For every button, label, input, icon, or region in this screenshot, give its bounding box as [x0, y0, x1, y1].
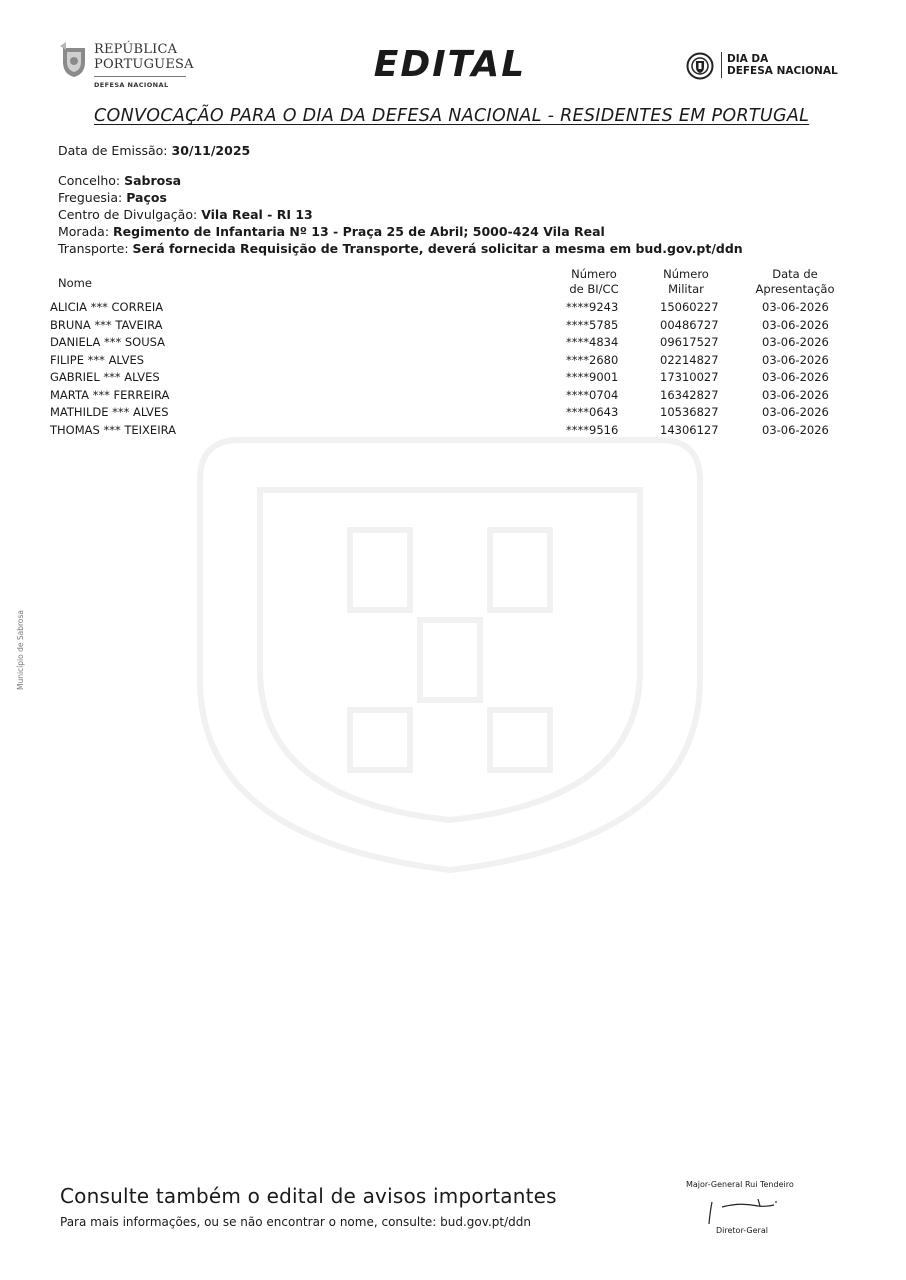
table-row: [50, 353, 850, 370]
cell-nome: THOMAS *** TEIXEIRA: [50, 422, 176, 437]
cell-militar: 00486727: [660, 317, 719, 332]
document-title: EDITAL: [373, 44, 527, 85]
concelho-row: [58, 173, 181, 188]
header-militar-line-2: Militar: [668, 282, 704, 296]
coat-of-arms-watermark: [140, 420, 760, 880]
concelho-label: Concelho:: [58, 173, 121, 188]
logo-line-2: PORTUGUESA: [94, 57, 194, 72]
header-data-apresentacao: [750, 267, 840, 297]
cell-data: 03-06-2026: [762, 370, 829, 384]
cell-data: 03-06-2026: [762, 352, 829, 367]
convocation-table: [50, 267, 850, 447]
morada-row: [58, 224, 605, 239]
convocation-heading: CONVOCAÇÃO PARA O DIA DA DEFESA NACIONAL - RESIDENTES EM PORTUGAL: [94, 106, 810, 126]
freguesia-row: [58, 190, 167, 205]
ddn-logo-line-2: DEFESA NACIONAL: [727, 65, 838, 77]
cell-militar: 14306127: [660, 422, 719, 437]
logo-separator: [721, 52, 722, 78]
cell-nome: MATHILDE *** ALVES: [50, 405, 169, 419]
transporte-value: Será fornecida Requisição de Transporte, deverá solicitar a mesma em bud.gov.pt/ddn: [132, 241, 743, 256]
centro-value: Vila Real - RI 13: [201, 207, 313, 222]
header-nome: Nome: [58, 276, 92, 290]
header-bi-line-2: de BI/CC: [569, 282, 619, 296]
table-row: [50, 388, 850, 405]
header-data-line-1: Data de: [772, 267, 818, 281]
republic-crest-icon: [60, 42, 88, 78]
centro-label: Centro de Divulgação:: [58, 207, 198, 222]
cell-nome: GABRIEL *** ALVES: [50, 370, 160, 384]
centro-row: [58, 207, 313, 222]
cell-bi: ****9516: [566, 422, 619, 437]
table-row: [50, 423, 850, 440]
cell-nome: DANIELA *** SOUSA: [50, 335, 166, 349]
footer-info: Para mais informações, ou se não encontrar o nome, consulte: bud.gov.pt/ddn: [60, 1215, 531, 1229]
dia-defesa-nacional-logo: [686, 50, 866, 84]
freguesia-value: Paços: [126, 190, 167, 205]
table-row: [50, 335, 850, 352]
signatory-role: Diretor-Geral: [716, 1226, 768, 1235]
header-numero-militar: [654, 267, 718, 297]
cell-nome: ALICIA *** CORREIA: [50, 300, 164, 314]
table-row: [50, 300, 850, 317]
ddn-logo-line-1: DIA DA: [727, 53, 769, 65]
footer-notice: Consulte também o edital de avisos importantes: [60, 1184, 557, 1208]
cell-militar: 17310027: [660, 370, 719, 384]
cell-data: 03-06-2026: [762, 300, 829, 314]
cell-nome: MARTA *** FERREIRA: [50, 387, 170, 402]
morada-label: Morada:: [58, 224, 110, 239]
cell-data: 03-06-2026: [762, 387, 829, 402]
transporte-row: [58, 241, 743, 256]
cell-bi: ****9243: [566, 300, 619, 314]
header-militar-line-1: Número: [663, 267, 709, 281]
cell-bi: ****5785: [566, 317, 619, 332]
defense-emblem-icon: [686, 52, 714, 80]
cell-militar: 16342827: [660, 387, 719, 402]
cell-bi: ****0704: [566, 387, 619, 402]
cell-nome: FILIPE *** ALVES: [50, 352, 145, 367]
cell-militar: 10536827: [660, 405, 719, 419]
logo-divider: [94, 76, 186, 77]
cell-bi: ****0643: [566, 405, 619, 419]
handwritten-signature: [700, 1190, 790, 1226]
concelho-value: Sabrosa: [124, 173, 182, 188]
morada-value: Regimento de Infantaria Nº 13 - Praça 25 de Abril; 5000-424 Vila Real: [113, 224, 605, 239]
header-bi-line-1: Número: [571, 267, 617, 281]
cell-data: 03-06-2026: [762, 317, 829, 332]
header-data-line-2: Apresentação: [755, 282, 835, 296]
table-row: [50, 370, 850, 387]
table-row: [50, 405, 850, 422]
logo-line-3: DEFESA NACIONAL: [94, 81, 169, 89]
logo-line-1: REPÚBLICA: [94, 42, 178, 57]
emission-date-label: Data de Emissão:: [58, 143, 168, 158]
cell-data: 03-06-2026: [762, 422, 829, 437]
transporte-label: Transporte:: [58, 241, 129, 256]
republica-portuguesa-logo: [60, 40, 220, 96]
cell-militar: 02214827: [660, 352, 719, 367]
emission-date-row: [58, 143, 250, 158]
cell-data: 03-06-2026: [762, 405, 829, 419]
cell-bi: ****9001: [566, 370, 619, 384]
table-row: [50, 318, 850, 335]
cell-nome: BRUNA *** TAVEIRA: [50, 317, 163, 332]
signatory-name: Major-General Rui Tendeiro: [686, 1180, 794, 1189]
emission-date-value: 30/11/2025: [171, 143, 251, 158]
cell-militar: 15060227: [660, 300, 719, 314]
header-bi-cc: [562, 267, 626, 297]
municipality-side-label: Município de Sabrosa: [16, 610, 25, 690]
cell-bi: ****2680: [566, 352, 619, 367]
cell-bi: ****4834: [566, 335, 619, 349]
cell-militar: 09617527: [660, 335, 719, 349]
freguesia-label: Freguesia:: [58, 190, 123, 205]
cell-data: 03-06-2026: [762, 335, 829, 349]
